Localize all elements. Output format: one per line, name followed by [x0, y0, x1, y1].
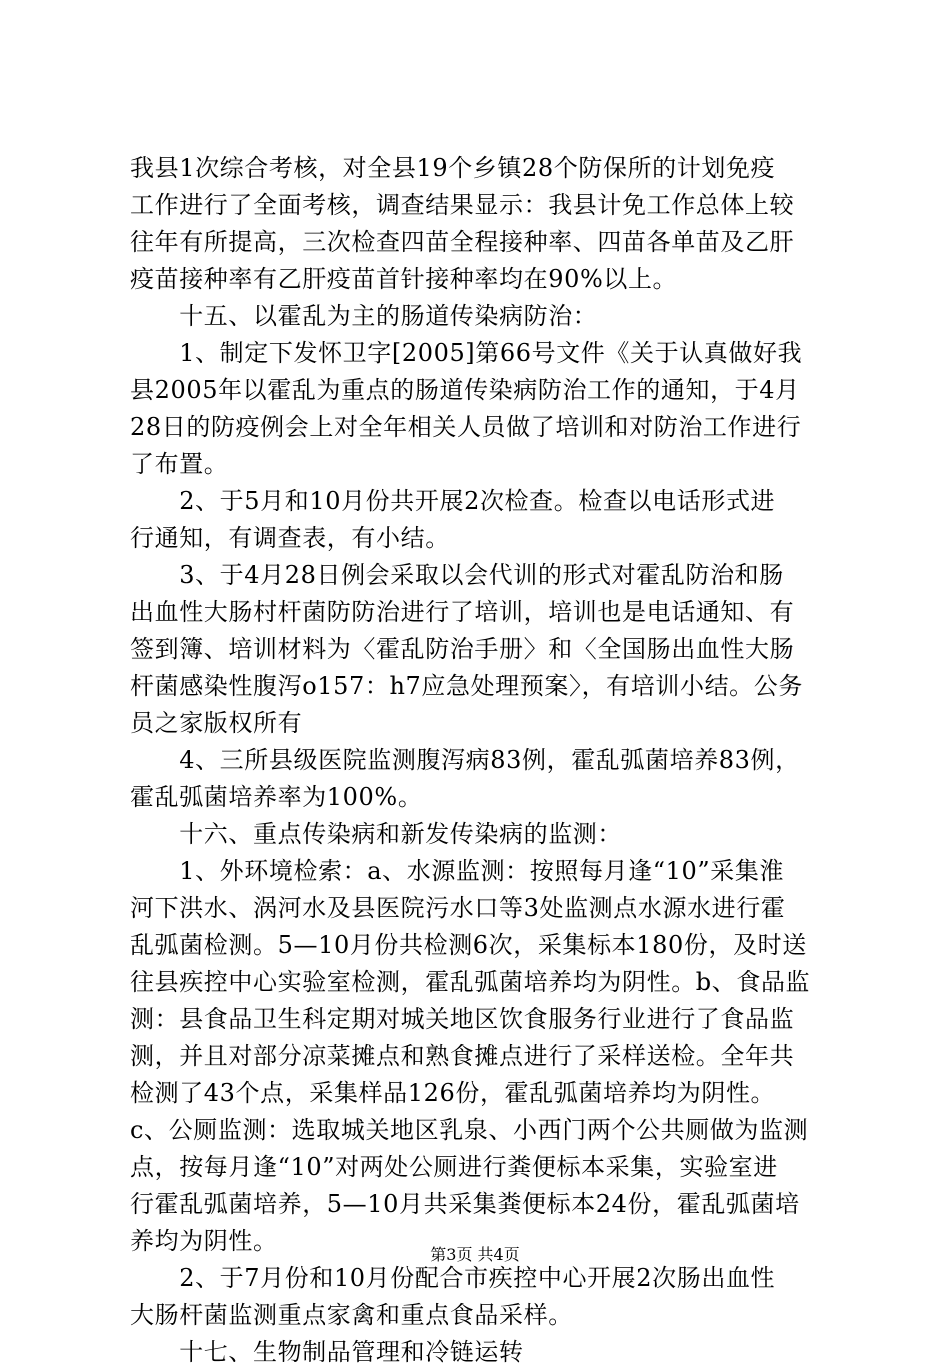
text-line: 往年有所提高，三次检查四苗全程接种率、四苗各单苗及乙肝 [130, 228, 795, 256]
text-line: 养均为阴性。 [130, 1227, 278, 1255]
text-line: 4、三所县级医院监测腹泻病83例，霍乱弧菌培养83例， [130, 746, 800, 774]
text-line: 检测了43个点，采集样品126份，霍乱弧菌培养均为阴性。 [130, 1079, 776, 1107]
text-line: 1、制定下发怀卫字[2005]第66号文件《关于认真做好我 [130, 339, 803, 367]
text-line: 我县1次综合考核，对全县19个乡镇28个防保所的计划免疫 [130, 154, 776, 182]
text-line: 杆菌感染性腹泻o157：h7应急处理预案〉，有培训小结。公务 [130, 672, 803, 700]
text-line: 2、于5月和10月份共开展2次检查。检查以电话形式进 [130, 487, 776, 515]
text-line: 河下洪水、涡河水及县医院污水口等3处监测点水源水进行霍 [130, 894, 786, 922]
page-number-footer: 第3页 共4页 [430, 1245, 520, 1264]
text-line: 往县疾控中心实验室检测，霍乱弧菌培养均为阴性。b、食品监 [130, 968, 811, 996]
text-line: 县2005年以霍乱为重点的肠道传染病防治工作的通知，于4月 [130, 376, 800, 404]
text-line: 3、于4月28日例会采取以会代训的形式对霍乱防治和肠 [130, 561, 784, 589]
section-heading: 十六、重点传染病和新发传染病的监测： [130, 820, 622, 848]
text-line: 乱弧菌检测。5—10月份共检测6次，采集标本180份，及时送 [130, 931, 807, 959]
document-body [130, 150, 832, 1371]
text-line: 1、外环境检索：a、水源监测：按照每月逢“10”采集淮 [130, 857, 785, 885]
text-line: 工作进行了全面考核，调查结果显示：我县计免工作总体上较 [130, 191, 795, 219]
text-line: 签到簿、培训材料为〈霍乱防治手册〉和〈全国肠出血性大肠 [130, 635, 795, 663]
text-line: 点，按每月逢“10”对两处公厕进行粪便标本采集，实验室进 [130, 1153, 778, 1181]
text-line: 霍乱弧菌培养率为100%。 [130, 783, 423, 811]
text-line: 了布置。 [130, 450, 229, 478]
text-line: 员之家版权所有 [130, 709, 303, 737]
text-line: 行通知，有调查表，有小结。 [130, 524, 450, 552]
text-line: 大肠杆菌监测重点家禽和重点食品采样。 [130, 1301, 573, 1329]
text-line: 出血性大肠村杆菌防防治进行了培训，培训也是电话通知、有 [130, 598, 795, 626]
text-line: 行霍乱弧菌培养，5—10月共采集粪便标本24份，霍乱弧菌培 [130, 1190, 800, 1218]
text-line: c、公厕监测：选取城关地区乳泉、小西门两个公共厕做为监测 [130, 1116, 809, 1144]
section-heading: 十七、生物制品管理和冷链运转 [130, 1338, 524, 1366]
text-line: 28日的防疫例会上对全年相关人员做了培训和对防治工作进行 [130, 413, 802, 441]
text-line: 测，并且对部分凉菜摊点和熟食摊点进行了采样送检。全年共 [130, 1042, 795, 1070]
text-line: 疫苗接种率有乙肝疫苗首针接种率均在90%以上。 [130, 265, 678, 293]
section-heading: 十五、以霍乱为主的肠道传染病防治： [130, 302, 598, 330]
text-line: 测：县食品卫生科定期对城关地区饮食服务行业进行了食品监 [130, 1005, 795, 1033]
text-line: 2、于7月份和10月份配合市疾控中心开展2次肠出血性 [130, 1264, 776, 1292]
